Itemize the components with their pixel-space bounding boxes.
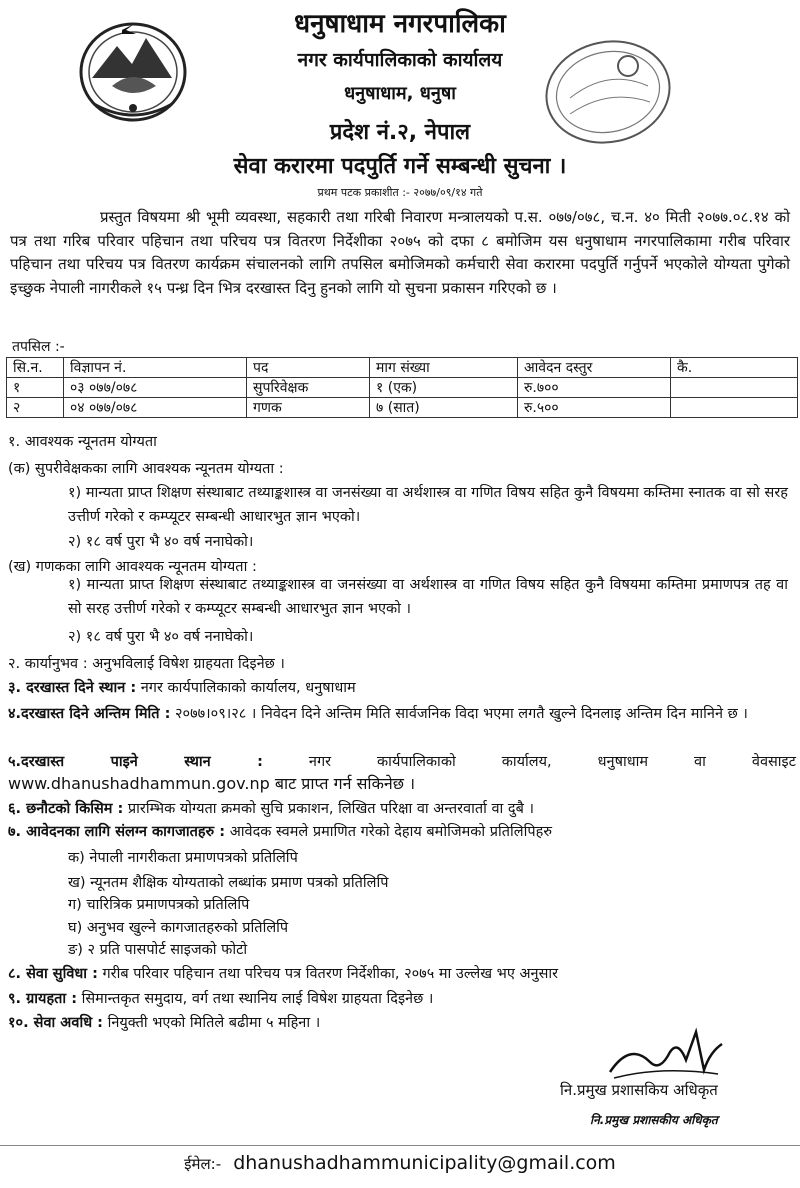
supervisor-qualification-heading: (क) सुपरीवेक्षकका लागि आवश्यक न्यूनतम योग्यता :	[8, 461, 284, 477]
document-item: ङ) २ प्रति पासपोर्ट साइजको फोटो	[68, 942, 248, 958]
table-cell: ७ (सात)	[370, 398, 518, 418]
point-label: ९. ग्रायहता :	[8, 991, 78, 1007]
point-label: ६. छनौटको किसिम :	[8, 801, 124, 817]
point-label: १०. सेवा अवधि :	[8, 1015, 103, 1031]
table-cell: सुपरिवेक्षक	[247, 378, 370, 398]
website-link[interactable]: www.dhanushadhammun.gov.np	[8, 774, 270, 793]
schedule-label: तपसिल :-	[12, 339, 65, 355]
office-location: धनुषाधाम, धनुषा	[344, 83, 456, 104]
office-name: नगर कार्यपालिकाको कार्यालय	[297, 49, 503, 71]
point-label: ७. आवेदनका लागि संलग्न कागजातहरु :	[8, 824, 226, 840]
table-header-cell: पद	[247, 358, 370, 378]
point-label: २. कार्यानुभव :	[8, 656, 88, 672]
enumerator-age-item: २) १८ वर्ष पुरा भै ४० वर्ष ननाघेको।	[68, 629, 254, 645]
point-text: आवेदक स्वमले प्रमाणित गरेको देहाय बमोजिमको प्रतिलिपिहरु	[229, 824, 552, 840]
point-text: अनुभविलाई विषेश ग्राहयता दिइनेछ ।	[92, 656, 285, 672]
point-deadline	[8, 702, 796, 726]
document-item: ख) न्यूनतम शैक्षिक योग्यताको लब्धांक प्रमाण पत्रको प्रतिलिपि	[68, 875, 389, 891]
point-experience	[8, 654, 285, 674]
point-text: प्रारम्भिक योग्यता क्रमको सुचि प्रकाशन, लिखित परिक्षा वा अन्तरवार्ता वा दुबै ।	[127, 801, 534, 817]
point-text: सिमान्तकृत समुदाय, वर्ग तथा स्थानिय लाई विषेश ग्राहयता दिइनेछ ।	[81, 991, 434, 1007]
notice-title: सेवा करारमा पदपुर्ति गर्ने सम्बन्धी सुचना ।	[233, 154, 567, 179]
vacancy-table	[6, 357, 798, 418]
point-selection	[8, 799, 534, 819]
footer-divider	[0, 1145, 800, 1146]
table-cell: रु.७००	[518, 378, 671, 398]
email-address[interactable]: dhanushadhammunicipality@gmail.com	[233, 1152, 616, 1174]
enumerator-qualification-heading: (ख) गणकका लागि आवश्यक न्यूनतम योग्यता :	[8, 559, 257, 575]
footer-email	[0, 1152, 800, 1174]
table-cell: १	[7, 378, 64, 398]
table-header-row	[7, 358, 798, 378]
province-name: प्रदेश नं.२, नेपाल	[329, 120, 471, 145]
point-text: २०७७।०९।२८ । निवेदन दिने अन्तिम मिति सार्वजनिक विदा भएमा लगतै खुल्ने दिनलाइ अन्तिम दिन मानिने छ ।	[175, 706, 748, 722]
table-row	[7, 378, 798, 398]
handwritten-signature	[600, 1022, 730, 1082]
table-cell	[671, 378, 798, 398]
point-benefits	[8, 964, 558, 984]
intro-paragraph: प्रस्तुत विषयमा श्री भूमी व्यवस्था, सहकारी तथा गरिबी निवारण मन्त्रालयको प.स. ०७७/०७८, च.न. ४० मिती २०७७.०८.१४ को पत्र तथा गरिब परिवार पहिचान तथा परिचय पत्र वितरण निर्देशीका २०७५ को दफा ८ बमोजिम यस धनुषाधाम नगरपालिकामा गरीब परिवार पहिचान तथा परिचय पत्र वितरण कार्यक्रम संचालनको लागि तपसिल बमोजिमको कर्मचारी सेवा करारमा पदपुर्ति गर्नुपर्ने भएकोले योग्यता पुगेको इच्छुक नेपाली नागरीकले १५ पन्ध्र दिन भित्र दरखास्त दिनु हुनको लागि यो सुचना प्रकासन गरिएको छ ।	[10, 208, 790, 297]
point-text: नियुक्ती भएको मितिले बढीमा ५ महिना ।	[107, 1015, 321, 1031]
point-text: नगर कार्यपालिकाको कार्यालय, धनुषाधाम वा वेवसाइट	[308, 754, 796, 770]
supervisor-age-item: २) १८ वर्ष पुरा भै ४० वर्ष ननाघेको।	[68, 534, 254, 550]
qualification-heading: १. आवश्यक न्यूनतम योग्यता	[8, 434, 157, 450]
table-header-cell: आवेदन दस्तुर	[518, 358, 671, 378]
table-header-cell: विज्ञापन नं.	[64, 358, 247, 378]
municipality-name: धनुषाधाम नगरपालिका	[294, 9, 506, 39]
point-service-period	[8, 1013, 320, 1033]
point-priority	[8, 989, 433, 1009]
point-website-line	[8, 774, 415, 794]
point-label: ८. सेवा सुविधा :	[8, 966, 98, 982]
table-header-cell: माग संख्या	[370, 358, 518, 378]
table-cell	[671, 398, 798, 418]
point-label: ५.दरखास्त पाइने स्थान :	[8, 754, 263, 770]
enumerator-qualification-item: १) मान्यता प्राप्त शिक्षण संस्थाबाट तथ्याङ्कशास्त्र वा जनसंख्या वा अर्थशास्त्र वा गणित विषय सहित कुनै विषयमा कम्तिमा प्रमाणपत्र तह वा सो सरह उत्तीर्ण गरेको र कम्प्यूटर सम्बन्धी आधारभुत ज्ञान भएको ।	[68, 577, 788, 617]
table-cell: १ (एक)	[370, 378, 518, 398]
table-cell: ०४ ०७७/०७८	[64, 398, 247, 418]
point-form-source	[8, 752, 796, 772]
document-item: ग) चारित्रिक प्रमाणपत्रको प्रतिलिपि	[68, 897, 250, 913]
table-header-cell: सि.न.	[7, 358, 64, 378]
document-item: घ) अनुभव खुल्ने कागजातहरुको प्रतिलिपि	[68, 920, 289, 936]
publish-date: प्रथम पटक प्रकाशीत :- २०७७/०९/१४ गते	[317, 186, 483, 199]
point-application-place	[8, 678, 356, 698]
point-text: नगर कार्यपालिकाको कार्यालय, धनुषाधाम	[140, 680, 356, 696]
document-item: क) नेपाली नागरीकता प्रमाणपत्रको प्रतिलिपि	[68, 850, 298, 866]
signatory-title: नि.प्रमुख प्रशासकिय अधिकृत	[560, 1081, 718, 1099]
table-cell: ०३ ०७७/०७८	[64, 378, 247, 398]
table-header-cell: कै.	[671, 358, 798, 378]
table-row	[7, 398, 798, 418]
table-cell: रु.५००	[518, 398, 671, 418]
point-label: ४.दरखास्त दिने अन्तिम मिति :	[8, 706, 171, 722]
point-label: ३. दरखास्त दिने स्थान :	[8, 680, 137, 696]
table-cell: गणक	[247, 398, 370, 418]
signatory-stamp: नि.प्रमुख प्रशासकीय अधिकृत	[590, 1113, 718, 1127]
email-label: ईमेल:-	[184, 1155, 222, 1173]
table-cell: २	[7, 398, 64, 418]
point-text: गरीब परिवार पहिचान तथा परिचय पत्र वितरण निर्देशीका, २०७५ मा उल्लेख भए अनुसार	[102, 966, 559, 982]
point-documents	[8, 822, 552, 842]
supervisor-qualification-item: १) मान्यता प्राप्त शिक्षण संस्थाबाट तथ्याङ्कशास्त्र वा जनसंख्या वा अर्थशास्त्र वा गणित विषय सहित कुनै विषयमा कम्तिमा स्नातक वा सो सरह उत्तीर्ण गरेको र कम्प्यूटर सम्बन्धी आधारभुत ज्ञान भएको।	[68, 485, 788, 525]
point-text: बाट प्राप्त गर्न सकिनेछ ।	[274, 774, 416, 793]
